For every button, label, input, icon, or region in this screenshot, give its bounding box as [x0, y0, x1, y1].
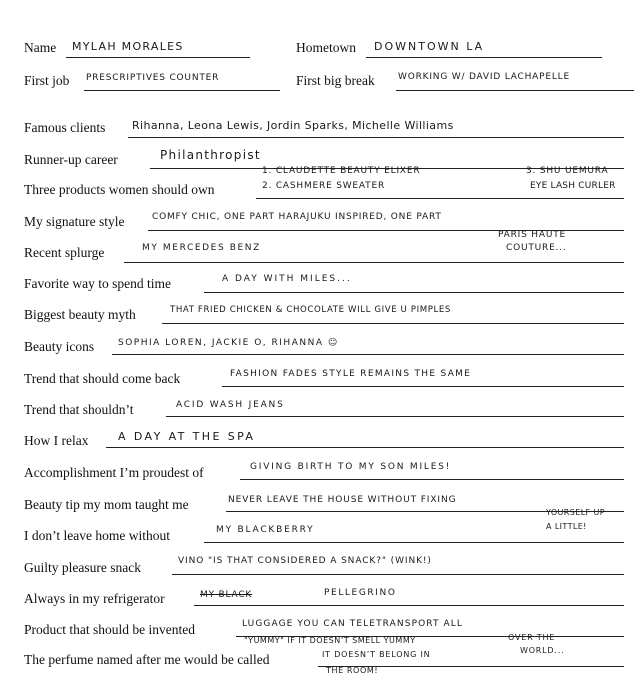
row-label-beauty-icons: Beauty icons	[24, 339, 95, 354]
row-extra-product-1: 1. CLAUDETTE BEAUTY ELIXER	[262, 166, 421, 176]
row-value-refrigerator: PELLEGRINO	[324, 588, 397, 598]
row-label-three-products: Three products women should own	[24, 182, 215, 197]
row-label-leave-home: I don’t leave home without	[24, 528, 170, 543]
row-value-leave-home: MY BLACKBERRY	[216, 525, 315, 535]
row-label-signature-style: My signature style	[24, 214, 125, 229]
row-label-famous-clients: Famous clients	[24, 120, 106, 135]
row-line	[172, 574, 624, 575]
row-extra-product-3: 3. SHU UEMURA	[526, 166, 609, 176]
row-value-beauty-icons: SOPHIA LOREN, JACKIE O, RIHANNA ☺	[118, 338, 339, 348]
first-break-label: First big break	[296, 73, 375, 88]
row-label-beauty-myth: Biggest beauty myth	[24, 307, 136, 322]
first-break-value: WORKING W/ DAVID LACHAPELLE	[398, 72, 570, 82]
row-value-signature-style: COMFY CHIC, ONE PART HARAJUKU INSPIRED, ONE PART	[152, 212, 442, 222]
row-line	[222, 386, 624, 387]
row-value-runner-up: Philanthropist	[160, 148, 261, 162]
row-value-trend-not: ACID WASH JEANS	[176, 400, 285, 410]
row-value-recent-splurge: MY MERCEDES BENZ	[142, 243, 261, 253]
row-line	[204, 542, 624, 543]
row-line	[166, 416, 624, 417]
first-job-value: PRESCRIPTIVES COUNTER	[86, 73, 220, 83]
row-line	[106, 447, 624, 448]
name-label: Name	[24, 40, 57, 55]
row-label-runner-up: Runner-up career	[24, 152, 118, 167]
hometown-line	[366, 57, 602, 58]
row-label-guilty-snack: Guilty pleasure snack	[24, 560, 141, 575]
hometown-label: Hometown	[296, 40, 356, 55]
row-line	[240, 479, 624, 480]
row-extra-style-1: PARIS HAUTE	[498, 230, 566, 240]
row-extra-perfume-4: THE ROOM!	[326, 666, 379, 675]
row-label-refrigerator: Always in my refrigerator	[24, 591, 165, 606]
row-line	[162, 323, 624, 324]
row-value-guilty-snack: VINO "IS THAT CONSIDERED A SNACK?" (WINK!)	[178, 556, 432, 566]
row-line	[112, 354, 624, 355]
row-value-beauty-myth: THAT FRIED CHICKEN & CHOCOLATE WILL GIVE U PIMPLES	[170, 305, 451, 315]
row-label-perfume: The perfume named after me would be called	[24, 652, 270, 667]
row-extra-leave-home: A LITTLE!	[546, 522, 587, 531]
row-value-trend-back: FASHION FADES STYLE REMAINS THE SAME	[230, 369, 472, 379]
row-label-product-invented: Product that should be invented	[24, 622, 195, 637]
row-line	[128, 137, 624, 138]
row-extra-refrigerator: MY BLACK	[200, 590, 253, 600]
row-label-trend-not: Trend that shouldn’t	[24, 402, 134, 417]
row-extra-perfume-3: WORLD...	[520, 646, 565, 655]
row-label-how-relax: How I relax	[24, 433, 89, 448]
first-job-line	[84, 90, 280, 91]
hometown-value: DOWNTOWN LA	[374, 40, 485, 53]
row-value-famous-clients: Rihanna, Leona Lewis, Jordin Sparks, Michelle Williams	[132, 119, 454, 132]
row-line	[194, 605, 624, 606]
row-label-trend-back: Trend that should come back	[24, 371, 181, 386]
row-line	[124, 262, 624, 263]
name-value: MYLAH MORALES	[72, 40, 184, 53]
row-extra-style-2: COUTURE...	[506, 243, 567, 253]
row-value-three-products: 2. CASHMERE SWEATER	[262, 181, 386, 191]
row-value-accomplishment: GIVING BIRTH TO MY SON MILES!	[250, 462, 452, 472]
row-label-recent-splurge: Recent splurge	[24, 245, 105, 260]
row-value-favorite-way: A DAY WITH MILES...	[222, 274, 352, 284]
row-extra-perfume-2: OVER THE	[508, 633, 556, 642]
row-value-perfume: IT DOESN’T BELONG IN	[322, 650, 431, 659]
row-label-favorite-way: Favorite way to spend time	[24, 276, 171, 291]
row-value-how-relax: A DAY AT THE SPA	[118, 430, 256, 443]
row-extra-product-3b: EYE LASH CURLER	[530, 181, 616, 191]
name-line	[66, 57, 250, 58]
first-break-line	[396, 90, 634, 91]
first-job-label: First job	[24, 73, 70, 88]
row-value-product-invented: LUGGAGE YOU CAN TELETRANSPORT ALL	[242, 619, 464, 629]
row-value-beauty-tip: NEVER LEAVE THE HOUSE WITHOUT FIXING	[228, 495, 457, 505]
row-label-beauty-tip: Beauty tip my mom taught me	[24, 497, 189, 512]
row-line	[256, 198, 624, 199]
row-label-accomplishment: Accomplishment I’m proudest of	[24, 465, 204, 480]
row-extra-perfume-1: "YUMMY" IF IT DOESN’T SMELL YUMMY	[244, 636, 416, 645]
row-extra-beauty-tip: YOURSELF UP	[546, 508, 605, 517]
row-line	[204, 292, 624, 293]
